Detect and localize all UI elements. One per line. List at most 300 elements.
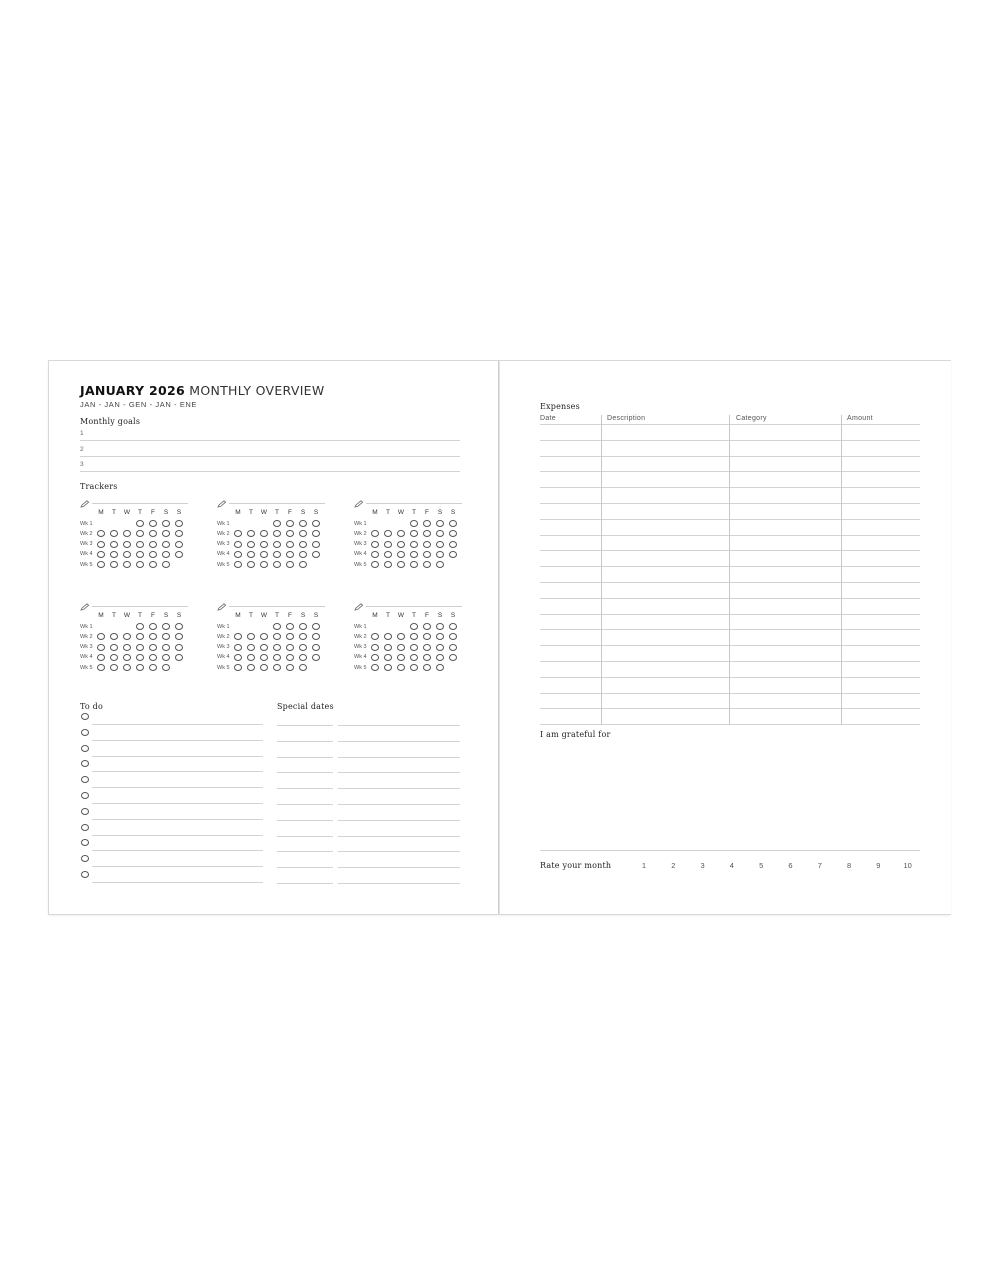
tracker-circle[interactable] xyxy=(260,530,268,537)
todo-checkbox[interactable] xyxy=(81,713,89,720)
tracker-circle[interactable] xyxy=(312,551,320,558)
tracker-circle[interactable] xyxy=(260,664,268,671)
tracker-circle[interactable] xyxy=(273,551,281,558)
tracker-circle[interactable] xyxy=(97,561,105,568)
expense-row-line[interactable] xyxy=(540,440,920,441)
tracker-circle[interactable] xyxy=(123,654,131,661)
tracker-circle[interactable] xyxy=(397,551,405,558)
tracker-circle[interactable] xyxy=(436,623,444,630)
tracker-circle[interactable] xyxy=(234,561,242,568)
tracker-circle[interactable] xyxy=(449,520,457,527)
tracker-circle[interactable] xyxy=(273,623,281,630)
day-header: T xyxy=(138,509,142,516)
rating-option[interactable]: 7 xyxy=(817,861,822,870)
expense-row-line[interactable] xyxy=(540,598,920,599)
tracker-circle[interactable] xyxy=(260,541,268,548)
tracker-circle[interactable] xyxy=(449,623,457,630)
tracker-circle[interactable] xyxy=(273,541,281,548)
tracker-circle[interactable] xyxy=(136,654,144,661)
tracker-circle[interactable] xyxy=(371,551,379,558)
tracker-circle[interactable] xyxy=(312,633,320,640)
special-date-line[interactable] xyxy=(277,883,333,884)
tracker-circle[interactable] xyxy=(136,633,144,640)
tracker-circle[interactable] xyxy=(136,520,144,527)
goal-line[interactable] xyxy=(80,456,460,457)
tracker-circle[interactable] xyxy=(149,561,157,568)
special-event-line[interactable] xyxy=(338,851,460,852)
rating-option[interactable]: 6 xyxy=(788,861,793,870)
tracker-circle[interactable] xyxy=(410,644,418,651)
tracker-circle[interactable] xyxy=(299,541,307,548)
tracker-circle[interactable] xyxy=(273,644,281,651)
tracker-circle[interactable] xyxy=(136,561,144,568)
tracker-circle[interactable] xyxy=(136,541,144,548)
tracker-circle[interactable] xyxy=(123,551,131,558)
tracker-circle[interactable] xyxy=(273,530,281,537)
tracker-circle[interactable] xyxy=(299,654,307,661)
todo-checkbox[interactable] xyxy=(81,871,89,878)
tracker-circle[interactable] xyxy=(175,541,183,548)
tracker-circle[interactable] xyxy=(312,654,320,661)
tracker-circle[interactable] xyxy=(149,530,157,537)
tracker-circle[interactable] xyxy=(286,520,294,527)
tracker-circle[interactable] xyxy=(384,644,392,651)
tracker-circle[interactable] xyxy=(175,520,183,527)
tracker-circle[interactable] xyxy=(299,561,307,568)
tracker-circle[interactable] xyxy=(299,664,307,671)
tracker-circle[interactable] xyxy=(234,551,242,558)
special-event-line[interactable] xyxy=(338,804,460,805)
tracker-circle[interactable] xyxy=(299,520,307,527)
tracker-circle[interactable] xyxy=(123,664,131,671)
tracker-circle[interactable] xyxy=(247,664,255,671)
tracker-circle[interactable] xyxy=(449,644,457,651)
tracker-circle[interactable] xyxy=(423,561,431,568)
tracker-circle[interactable] xyxy=(260,633,268,640)
tracker-circle[interactable] xyxy=(286,644,294,651)
tracker-circle[interactable] xyxy=(110,654,118,661)
tracker-name-line[interactable] xyxy=(92,503,188,504)
week-label: Wk 2 xyxy=(354,633,367,640)
tracker-circle[interactable] xyxy=(260,561,268,568)
day-header: T xyxy=(275,612,279,619)
tracker-circle[interactable] xyxy=(436,644,444,651)
tracker-circle[interactable] xyxy=(136,664,144,671)
todo-checkbox[interactable] xyxy=(81,839,89,846)
rating-option[interactable]: 4 xyxy=(729,861,734,870)
tracker-circle[interactable] xyxy=(410,541,418,548)
goal-line[interactable] xyxy=(80,440,460,441)
expense-row-line[interactable] xyxy=(540,456,920,457)
special-date-line[interactable] xyxy=(277,788,333,789)
tracker-circle[interactable] xyxy=(260,644,268,651)
day-header: W xyxy=(123,509,131,516)
todo-line[interactable] xyxy=(92,835,263,836)
tracker-circle[interactable] xyxy=(423,530,431,537)
todo-label: To do xyxy=(80,702,104,711)
special-event-line[interactable] xyxy=(338,836,460,837)
day-header: M xyxy=(98,612,104,619)
expense-row-line[interactable] xyxy=(540,471,920,472)
tracker-circle[interactable] xyxy=(423,551,431,558)
tracker-circle[interactable] xyxy=(247,654,255,661)
tracker-circle[interactable] xyxy=(175,530,183,537)
special-event-line[interactable] xyxy=(338,883,460,884)
tracker-circle[interactable] xyxy=(397,664,405,671)
special-date-line[interactable] xyxy=(277,804,333,805)
tracker-circle[interactable] xyxy=(423,541,431,548)
tracker-circle[interactable] xyxy=(384,664,392,671)
tracker-circle[interactable] xyxy=(234,633,242,640)
todo-checkbox[interactable] xyxy=(81,792,89,799)
tracker-circle[interactable] xyxy=(136,623,144,630)
todo-line[interactable] xyxy=(92,756,263,757)
week-label: Wk 2 xyxy=(217,633,230,640)
week-label: Wk 3 xyxy=(80,541,93,548)
tracker-circle[interactable] xyxy=(260,654,268,661)
tracker-circle[interactable] xyxy=(397,541,405,548)
rating-option[interactable]: 3 xyxy=(700,861,705,870)
expense-row-line[interactable] xyxy=(540,503,920,504)
tracker-circle[interactable] xyxy=(97,551,105,558)
expense-row-line[interactable] xyxy=(540,661,920,662)
special-date-line[interactable] xyxy=(277,772,333,773)
tracker-circle[interactable] xyxy=(299,530,307,537)
tracker-circle[interactable] xyxy=(110,664,118,671)
day-header: F xyxy=(288,612,292,619)
day-header: T xyxy=(412,612,416,619)
tracker-circle[interactable] xyxy=(234,644,242,651)
day-header: S xyxy=(300,509,306,516)
tracker-circle[interactable] xyxy=(423,633,431,640)
tracker-circle[interactable] xyxy=(299,633,307,640)
grateful-bottom-rule xyxy=(540,850,920,851)
tracker-circle[interactable] xyxy=(436,561,444,568)
tracker-circle[interactable] xyxy=(410,520,418,527)
tracker-circle[interactable] xyxy=(162,530,170,537)
tracker-circle[interactable] xyxy=(299,623,307,630)
day-header: T xyxy=(249,612,253,619)
day-header: S xyxy=(437,612,443,619)
expense-row-line[interactable] xyxy=(540,629,920,630)
tracker-circle[interactable] xyxy=(384,654,392,661)
tracker-circle[interactable] xyxy=(234,541,242,548)
rating-option[interactable]: 9 xyxy=(876,861,881,870)
tracker-circle[interactable] xyxy=(371,664,379,671)
tracker-circle[interactable] xyxy=(423,644,431,651)
tracker-circle[interactable] xyxy=(97,664,105,671)
tracker-circle[interactable] xyxy=(273,664,281,671)
rating-option[interactable]: 5 xyxy=(759,861,764,870)
todo-checkbox[interactable] xyxy=(81,824,89,831)
tracker-circle[interactable] xyxy=(371,561,379,568)
todo-line[interactable] xyxy=(92,819,263,820)
tracker-circle[interactable] xyxy=(410,654,418,661)
tracker-circle[interactable] xyxy=(149,623,157,630)
todo-checkbox[interactable] xyxy=(81,745,89,752)
tracker-circle[interactable] xyxy=(247,644,255,651)
tracker-circle[interactable] xyxy=(371,654,379,661)
tracker-circle[interactable] xyxy=(162,561,170,568)
special-event-line[interactable] xyxy=(338,725,460,726)
tracker-circle[interactable] xyxy=(149,644,157,651)
expense-column-divider xyxy=(601,415,602,725)
tracker-circle[interactable] xyxy=(397,530,405,537)
day-header: S xyxy=(300,612,306,619)
tracker-circle[interactable] xyxy=(410,623,418,630)
tracker-circle[interactable] xyxy=(449,654,457,661)
tracker-circle[interactable] xyxy=(286,561,294,568)
tracker-circle[interactable] xyxy=(312,623,320,630)
expense-row-line[interactable] xyxy=(540,582,920,583)
special-date-line[interactable] xyxy=(277,867,333,868)
tracker-circle[interactable] xyxy=(449,633,457,640)
tracker-circle[interactable] xyxy=(136,530,144,537)
tracker-circle[interactable] xyxy=(234,654,242,661)
tracker-circle[interactable] xyxy=(97,654,105,661)
tracker-circle[interactable] xyxy=(410,664,418,671)
tracker-name-line[interactable] xyxy=(229,606,325,607)
tracker-circle[interactable] xyxy=(449,541,457,548)
expense-row-line[interactable] xyxy=(540,535,920,536)
tracker-circle[interactable] xyxy=(175,551,183,558)
tracker-circle[interactable] xyxy=(97,633,105,640)
tracker-circle[interactable] xyxy=(312,520,320,527)
tracker-circle[interactable] xyxy=(312,644,320,651)
expense-row-line[interactable] xyxy=(540,693,920,694)
expense-row-line[interactable] xyxy=(540,645,920,646)
day-header: S xyxy=(450,612,456,619)
tracker-circle[interactable] xyxy=(273,654,281,661)
tracker-circle[interactable] xyxy=(175,633,183,640)
tracker-circle[interactable] xyxy=(123,530,131,537)
tracker-circle[interactable] xyxy=(110,561,118,568)
tracker-circle[interactable] xyxy=(247,561,255,568)
habit-tracker xyxy=(217,495,327,570)
special-date-line[interactable] xyxy=(277,820,333,821)
rating-option[interactable]: 10 xyxy=(903,861,912,870)
tracker-circle[interactable] xyxy=(436,664,444,671)
tracker-circle[interactable] xyxy=(149,664,157,671)
tracker-circle[interactable] xyxy=(436,541,444,548)
tracker-circle[interactable] xyxy=(234,530,242,537)
rating-option[interactable]: 2 xyxy=(671,861,676,870)
tracker-circle[interactable] xyxy=(384,551,392,558)
tracker-circle[interactable] xyxy=(110,541,118,548)
tracker-name-line[interactable] xyxy=(92,606,188,607)
tracker-circle[interactable] xyxy=(384,530,392,537)
day-header: W xyxy=(397,509,405,516)
tracker-name-line[interactable] xyxy=(229,503,325,504)
week-label: Wk 1 xyxy=(217,520,230,527)
todo-line[interactable] xyxy=(92,850,263,851)
expense-column-divider xyxy=(729,415,730,725)
tracker-circle[interactable] xyxy=(423,654,431,661)
expense-row-line[interactable] xyxy=(540,677,920,678)
tracker-circle[interactable] xyxy=(175,654,183,661)
tracker-circle[interactable] xyxy=(286,633,294,640)
tracker-circle[interactable] xyxy=(436,520,444,527)
month-year: JANUARY 2026 xyxy=(80,383,185,398)
special-event-line[interactable] xyxy=(338,867,460,868)
tracker-circle[interactable] xyxy=(286,530,294,537)
tracker-circle[interactable] xyxy=(110,644,118,651)
week-label: Wk 1 xyxy=(217,623,230,630)
tracker-circle[interactable] xyxy=(273,561,281,568)
rating-option[interactable]: 1 xyxy=(641,861,647,870)
tracker-circle[interactable] xyxy=(123,561,131,568)
tracker-circle[interactable] xyxy=(397,633,405,640)
tracker-circle[interactable] xyxy=(162,664,170,671)
tracker-circle[interactable] xyxy=(273,520,281,527)
special-event-line[interactable] xyxy=(338,772,460,773)
week-label: Wk 2 xyxy=(354,530,367,537)
special-date-line[interactable] xyxy=(277,836,333,837)
expense-row-line[interactable] xyxy=(540,487,920,488)
tracker-circle[interactable] xyxy=(384,633,392,640)
tracker-circle[interactable] xyxy=(97,644,105,651)
tracker-circle[interactable] xyxy=(410,551,418,558)
day-header: M xyxy=(235,612,241,619)
todo-line[interactable] xyxy=(92,866,263,867)
tracker-circle[interactable] xyxy=(175,644,183,651)
goal-line[interactable] xyxy=(80,471,460,472)
tracker-circle[interactable] xyxy=(123,541,131,548)
tracker-circle[interactable] xyxy=(286,623,294,630)
todo-checkbox[interactable] xyxy=(81,760,89,767)
tracker-circle[interactable] xyxy=(149,520,157,527)
todo-line[interactable] xyxy=(92,787,263,788)
expense-row-line[interactable] xyxy=(540,424,920,425)
tracker-circle[interactable] xyxy=(436,530,444,537)
tracker-circle[interactable] xyxy=(149,654,157,661)
todo-line[interactable] xyxy=(92,882,263,883)
tracker-circle[interactable] xyxy=(410,561,418,568)
tracker-circle[interactable] xyxy=(234,664,242,671)
special-dates-label: Special dates xyxy=(277,702,334,711)
tracker-circle[interactable] xyxy=(371,541,379,548)
todo-checkbox[interactable] xyxy=(81,808,89,815)
tracker-circle[interactable] xyxy=(436,551,444,558)
tracker-name-line[interactable] xyxy=(366,503,462,504)
expense-row-line[interactable] xyxy=(540,614,920,615)
tracker-circle[interactable] xyxy=(371,644,379,651)
tracker-circle[interactable] xyxy=(162,633,170,640)
expense-row-line[interactable] xyxy=(540,724,920,725)
tracker-circle[interactable] xyxy=(397,644,405,651)
tracker-circle[interactable] xyxy=(410,530,418,537)
tracker-circle[interactable] xyxy=(97,530,105,537)
special-event-line[interactable] xyxy=(338,757,460,758)
tracker-circle[interactable] xyxy=(286,654,294,661)
tracker-circle[interactable] xyxy=(175,623,183,630)
tracker-circle[interactable] xyxy=(371,530,379,537)
expense-row-line[interactable] xyxy=(540,519,920,520)
tracker-circle[interactable] xyxy=(110,633,118,640)
tracker-circle[interactable] xyxy=(449,530,457,537)
todo-checkbox[interactable] xyxy=(81,855,89,862)
tracker-circle[interactable] xyxy=(110,530,118,537)
tracker-circle[interactable] xyxy=(299,551,307,558)
tracker-circle[interactable] xyxy=(397,654,405,661)
tracker-circle[interactable] xyxy=(162,520,170,527)
expense-row-line[interactable] xyxy=(540,566,920,567)
tracker-circle[interactable] xyxy=(149,633,157,640)
todo-line[interactable] xyxy=(92,740,263,741)
tracker-circle[interactable] xyxy=(384,561,392,568)
special-date-line[interactable] xyxy=(277,725,333,726)
special-date-line[interactable] xyxy=(277,757,333,758)
tracker-circle[interactable] xyxy=(312,541,320,548)
special-event-line[interactable] xyxy=(338,820,460,821)
tracker-circle[interactable] xyxy=(123,633,131,640)
tracker-circle[interactable] xyxy=(162,644,170,651)
tracker-circle[interactable] xyxy=(410,633,418,640)
special-date-line[interactable] xyxy=(277,851,333,852)
tracker-circle[interactable] xyxy=(312,530,320,537)
tracker-circle[interactable] xyxy=(136,644,144,651)
tracker-circle[interactable] xyxy=(384,541,392,548)
tracker-circle[interactable] xyxy=(286,664,294,671)
tracker-circle[interactable] xyxy=(286,541,294,548)
tracker-circle[interactable] xyxy=(247,633,255,640)
tracker-circle[interactable] xyxy=(162,551,170,558)
tracker-circle[interactable] xyxy=(136,551,144,558)
tracker-circle[interactable] xyxy=(423,520,431,527)
tracker-circle[interactable] xyxy=(123,644,131,651)
pencil-icon xyxy=(217,598,227,606)
rating-option[interactable]: 8 xyxy=(847,861,852,870)
tracker-circle[interactable] xyxy=(162,541,170,548)
tracker-circle[interactable] xyxy=(436,633,444,640)
expense-row-line[interactable] xyxy=(540,708,920,709)
tracker-circle[interactable] xyxy=(286,551,294,558)
tracker-circle[interactable] xyxy=(247,541,255,548)
expense-row-line[interactable] xyxy=(540,550,920,551)
tracker-circle[interactable] xyxy=(423,664,431,671)
todo-line[interactable] xyxy=(92,771,263,772)
special-event-line[interactable] xyxy=(338,741,460,742)
left-page xyxy=(49,361,499,914)
tracker-circle[interactable] xyxy=(260,551,268,558)
tracker-circle[interactable] xyxy=(273,633,281,640)
week-label: Wk 2 xyxy=(80,530,93,537)
tracker-name-line[interactable] xyxy=(366,606,462,607)
todo-line[interactable] xyxy=(92,803,263,804)
tracker-circle[interactable] xyxy=(110,551,118,558)
tracker-circle[interactable] xyxy=(162,623,170,630)
special-date-line[interactable] xyxy=(277,741,333,742)
tracker-circle[interactable] xyxy=(247,530,255,537)
tracker-circle[interactable] xyxy=(371,633,379,640)
todo-line[interactable] xyxy=(92,724,263,725)
tracker-circle[interactable] xyxy=(97,541,105,548)
tracker-circle[interactable] xyxy=(162,654,170,661)
todo-checkbox[interactable] xyxy=(81,776,89,783)
tracker-circle[interactable] xyxy=(436,654,444,661)
tracker-circle[interactable] xyxy=(397,561,405,568)
todo-checkbox[interactable] xyxy=(81,729,89,736)
special-event-line[interactable] xyxy=(338,788,460,789)
tracker-circle[interactable] xyxy=(449,551,457,558)
tracker-circle[interactable] xyxy=(423,623,431,630)
day-header: S xyxy=(163,612,169,619)
tracker-circle[interactable] xyxy=(149,541,157,548)
tracker-circle[interactable] xyxy=(299,644,307,651)
tracker-circle[interactable] xyxy=(247,551,255,558)
day-header: S xyxy=(176,612,182,619)
tracker-circle[interactable] xyxy=(149,551,157,558)
